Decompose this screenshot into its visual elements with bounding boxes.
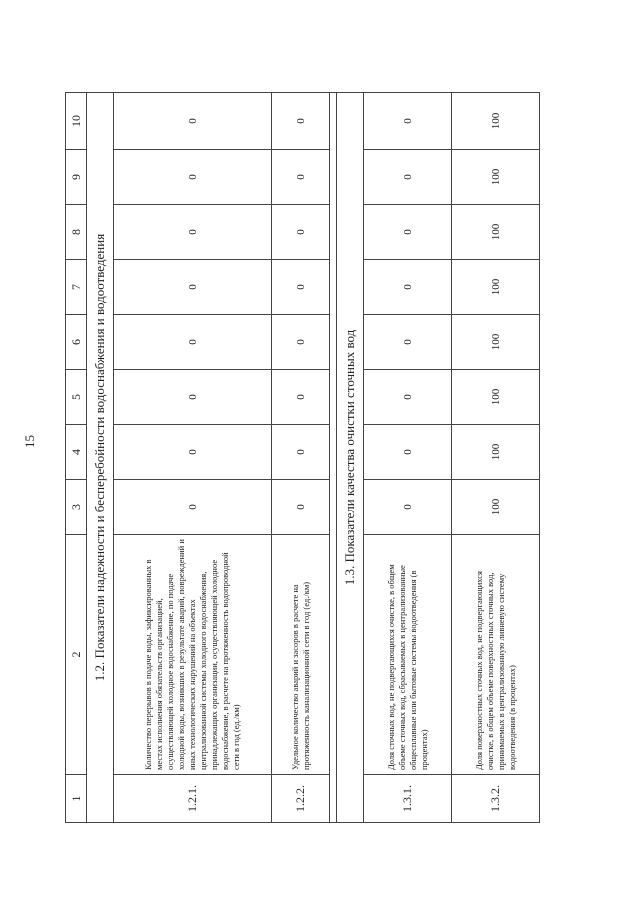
section-title: 1.2. Показатели надежности и бесперебойности водоснабжения и водоотведения [87,93,114,823]
value-cell: 0 [272,150,330,205]
value-cell: 100 [452,425,540,480]
value-cell: 0 [364,315,452,370]
value-cell: 0 [364,150,452,205]
value-cell: 0 [272,425,330,480]
row-description: Количество перерывов в подаче воды, зафиксированных в местах исполнения обязательств организацией, осуществляющей холодное водоснабжение, по подаче холодной воды, возникших в результате аварий, повреждений и иных технологических нарушений на объектах централизованной системы холодного водоснабжения, принадлежащих организации, осуществляющей холодное водоснабжение, в расчете на протяженность водопроводной сети в год (ед./км) [114,535,272,775]
value-cell: 0 [364,480,452,535]
section-title-row [87,93,114,823]
value-cell: 0 [114,93,272,150]
value-cell: 0 [364,205,452,260]
header-row [66,93,87,823]
value-cell: 0 [114,425,272,480]
spacer-cell [330,93,337,823]
value-cell: 100 [452,205,540,260]
col-header: 6 [66,315,87,370]
table-row [364,93,452,823]
value-cell: 100 [452,480,540,535]
value-cell: 0 [114,480,272,535]
row-description: Доля сточных вод, не подвергающихся очистке, в общем объеме сточных вод, сбрасываемых в централизованные общесплавные или бытовые системы водоотведения (в процентах) [364,535,452,775]
value-cell: 100 [452,260,540,315]
value-cell: 0 [114,260,272,315]
col-header: 2 [66,535,87,775]
value-cell: 0 [272,93,330,150]
spacer-row [330,93,337,823]
row-code: 1.3.2. [452,775,540,823]
value-cell: 100 [452,370,540,425]
value-cell: 100 [452,93,540,150]
value-cell: 0 [114,150,272,205]
table-row [452,93,540,823]
value-cell: 0 [272,480,330,535]
col-header: 10 [66,93,87,150]
value-cell: 0 [272,315,330,370]
row-code: 1.2.2. [272,775,330,823]
value-cell: 0 [114,205,272,260]
value-cell: 0 [114,315,272,370]
row-description: Удельное количество аварий и засоров в расчете на протяженность канализационной сети в год (ед./км) [272,535,330,775]
col-header: 8 [66,205,87,260]
rotated-table-area [65,93,555,823]
indicators-table [65,92,540,823]
row-code: 1.2.1. [114,775,272,823]
value-cell: 100 [452,315,540,370]
section-title: 1.3. Показатели качества очистки сточных вод [337,93,364,823]
section-title-row [337,93,364,823]
value-cell: 0 [272,205,330,260]
page-number: 15 [22,435,37,448]
col-header: 1 [66,775,87,823]
col-header: 3 [66,480,87,535]
value-cell: 0 [364,370,452,425]
row-description: Доля поверхностных сточных вод, не подвергающихся очистке, в общем объеме поверхностных сточных вод, принимаемых в централизованную ливневую систему водоотведения (в процентах) [452,535,540,775]
value-cell: 100 [452,150,540,205]
row-code: 1.3.1. [364,775,452,823]
table-row [114,93,272,823]
value-cell: 0 [364,260,452,315]
value-cell: 0 [364,93,452,150]
value-cell: 0 [272,370,330,425]
col-header: 4 [66,425,87,480]
value-cell: 0 [114,370,272,425]
col-header: 9 [66,150,87,205]
table-row [272,93,330,823]
col-header: 5 [66,370,87,425]
value-cell: 0 [272,260,330,315]
col-header: 7 [66,260,87,315]
value-cell: 0 [364,425,452,480]
